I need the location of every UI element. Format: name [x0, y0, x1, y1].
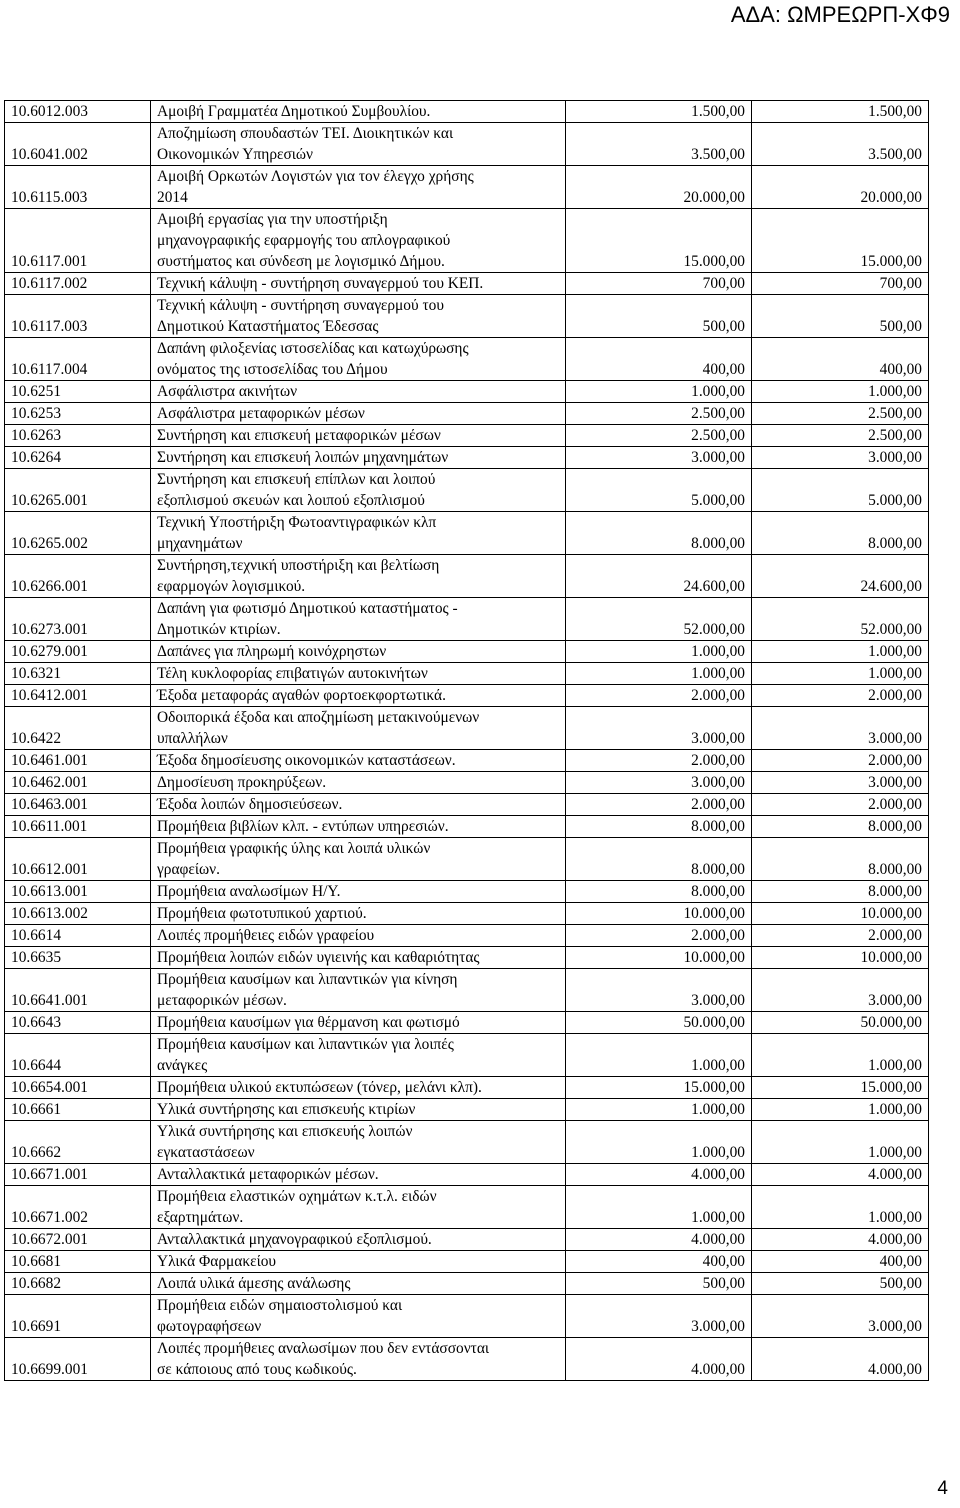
expense-description [151, 1121, 566, 1164]
account-code: 10.6253 [5, 403, 151, 425]
amount-column-1: 400,00 [566, 1251, 752, 1273]
amount-column-1: 3.000,00 [566, 447, 752, 469]
amount-column-2: 3.500,00 [752, 123, 929, 166]
description-line: Ανταλλακτικά μηχανογραφικού εξοπλισμού. [157, 1231, 432, 1248]
table-row [5, 512, 929, 555]
amount-column-1: 1.000,00 [566, 663, 752, 685]
account-code: 10.6266.001 [5, 555, 151, 598]
amount-column-1: 24.600,00 [566, 555, 752, 598]
account-code: 10.6672.001 [5, 1229, 151, 1251]
table-row [5, 598, 929, 641]
expense-description [151, 166, 566, 209]
expense-description [151, 1186, 566, 1229]
amount-column-2: 1.000,00 [752, 641, 929, 663]
description-line: ανάγκες [157, 1057, 208, 1074]
account-code: 10.6264 [5, 447, 151, 469]
amount-column-2: 500,00 [752, 295, 929, 338]
table-row [5, 816, 929, 838]
expense-description [151, 641, 566, 663]
expense-description [151, 969, 566, 1012]
description-line: Συντήρηση και επισκευή μεταφορικών μέσων [157, 427, 441, 444]
expense-description [151, 1099, 566, 1121]
expense-description [151, 338, 566, 381]
amount-column-1: 52.000,00 [566, 598, 752, 641]
amount-column-1: 3.000,00 [566, 707, 752, 750]
account-code: 10.6321 [5, 663, 151, 685]
amount-column-2: 15.000,00 [752, 1077, 929, 1099]
amount-column-1: 500,00 [566, 295, 752, 338]
amount-column-1: 500,00 [566, 1273, 752, 1295]
table-row [5, 425, 929, 447]
table-row [5, 685, 929, 707]
amount-column-2: 4.000,00 [752, 1164, 929, 1186]
description-line: Ασφάλιστρα ακινήτων [157, 383, 298, 400]
table-row [5, 1012, 929, 1034]
table-row [5, 838, 929, 881]
account-code: 10.6611.001 [5, 816, 151, 838]
amount-column-1: 8.000,00 [566, 816, 752, 838]
expense-description [151, 1012, 566, 1034]
table-row [5, 447, 929, 469]
amount-column-2: 4.000,00 [752, 1338, 929, 1381]
amount-column-1: 3.000,00 [566, 1295, 752, 1338]
amount-column-2: 1.500,00 [752, 101, 929, 123]
description-line: εξοπλισμού σκευών και λοιπού εξοπλισμού [157, 492, 425, 509]
expense-description [151, 772, 566, 794]
table-row [5, 123, 929, 166]
account-code: 10.6117.003 [5, 295, 151, 338]
expense-description [151, 794, 566, 816]
table-row [5, 101, 929, 123]
amount-column-1: 15.000,00 [566, 1077, 752, 1099]
account-code: 10.6115.003 [5, 166, 151, 209]
description-line: Δαπάνη φιλοξενίας ιστοσελίδας και κατωχύρωσης [157, 340, 469, 357]
expense-description [151, 1295, 566, 1338]
account-code: 10.6671.002 [5, 1186, 151, 1229]
amount-column-2: 10.000,00 [752, 903, 929, 925]
table-row [5, 903, 929, 925]
amount-column-1: 8.000,00 [566, 512, 752, 555]
description-line: Προμήθεια λοιπών ειδών υγιεινής και καθαριότητας [157, 949, 480, 966]
account-code: 10.6012.003 [5, 101, 151, 123]
account-code: 10.6462.001 [5, 772, 151, 794]
account-code: 10.6251 [5, 381, 151, 403]
description-line: Υλικά συντήρησης και επισκευής λοιπών [157, 1123, 413, 1140]
description-line: Τέλη κυκλοφορίας επιβατιγών αυτοκινήτων [157, 665, 428, 682]
expense-description [151, 512, 566, 555]
amount-column-1: 3.000,00 [566, 772, 752, 794]
description-line: Τεχνική κάλυψη - συντήρηση συναγερμού του ΚΕΠ. [157, 275, 484, 292]
description-line: υπαλλήλων [157, 730, 228, 747]
amount-column-1: 4.000,00 [566, 1338, 752, 1381]
amount-column-2: 2.500,00 [752, 425, 929, 447]
amount-column-2: 1.000,00 [752, 1034, 929, 1077]
expense-description [151, 469, 566, 512]
amount-column-2: 15.000,00 [752, 209, 929, 273]
expense-description [151, 1251, 566, 1273]
description-line: μηχανογραφικής εφαρμογής του απλογραφικού [157, 232, 451, 249]
amount-column-1: 4.000,00 [566, 1229, 752, 1251]
amount-column-2: 400,00 [752, 1251, 929, 1273]
expense-description [151, 295, 566, 338]
description-line: φωτογραφήσεων [157, 1318, 262, 1335]
description-line: Λοιπές προμήθειες αναλωσίμων που δεν εντάσσονται [157, 1340, 490, 1357]
table-row [5, 881, 929, 903]
expense-description [151, 381, 566, 403]
amount-column-1: 10.000,00 [566, 947, 752, 969]
expense-description [151, 425, 566, 447]
table-row [5, 1273, 929, 1295]
expense-description [151, 838, 566, 881]
description-line: ονόματος της ιστοσελίδας του Δήμου [157, 361, 388, 378]
description-line: Υλικά Φαρμακείου [157, 1253, 277, 1270]
account-code: 10.6699.001 [5, 1338, 151, 1381]
description-line: Προμήθεια ελαστικών οχημάτων κ.τ.λ. ειδών [157, 1188, 437, 1205]
amount-column-2: 20.000,00 [752, 166, 929, 209]
ada-code: ΑΔΑ: ΩΜΡΕΩΡΠ-ΧΦ9 [730, 2, 950, 27]
table-row [5, 1121, 929, 1164]
expense-description [151, 1034, 566, 1077]
amount-column-1: 50.000,00 [566, 1012, 752, 1034]
amount-column-1: 20.000,00 [566, 166, 752, 209]
description-line: εξαρτημάτων. [157, 1209, 244, 1226]
amount-column-2: 3.000,00 [752, 1295, 929, 1338]
table-row [5, 166, 929, 209]
account-code: 10.6263 [5, 425, 151, 447]
description-line: Τεχνική Υποστήριξη Φωτοαντιγραφικών κλπ [157, 514, 437, 531]
account-code: 10.6265.002 [5, 512, 151, 555]
expense-description [151, 925, 566, 947]
page-number: 4 [937, 1478, 948, 1499]
description-line: Συντήρηση και επισκευή λοιπών μηχανημάτων [157, 449, 449, 466]
expense-description [151, 1229, 566, 1251]
amount-column-1: 1.000,00 [566, 641, 752, 663]
table-row [5, 403, 929, 425]
account-code: 10.6117.001 [5, 209, 151, 273]
account-code: 10.6463.001 [5, 794, 151, 816]
table-row [5, 794, 929, 816]
amount-column-2: 3.000,00 [752, 447, 929, 469]
description-line: Προμήθεια υλικού εκτυπώσεων (τόνερ, μελάνι κλπ). [157, 1079, 482, 1096]
account-code: 10.6279.001 [5, 641, 151, 663]
description-line: Αποζημίωση σπουδαστών ΤΕΙ. Διοικητικών και [157, 125, 454, 142]
description-line: εγκαταστάσεων [157, 1144, 255, 1161]
expense-description [151, 123, 566, 166]
expense-description [151, 881, 566, 903]
description-line: Αμοιβή Γραμματέα Δημοτικού Συμβουλίου. [157, 103, 431, 120]
expense-description [151, 1077, 566, 1099]
account-code: 10.6614 [5, 925, 151, 947]
amount-column-1: 2.500,00 [566, 403, 752, 425]
expense-description [151, 1338, 566, 1381]
account-code: 10.6635 [5, 947, 151, 969]
amount-column-2: 10.000,00 [752, 947, 929, 969]
amount-column-1: 400,00 [566, 338, 752, 381]
expense-description [151, 663, 566, 685]
table-row [5, 295, 929, 338]
description-line: Δημοτικών κτιρίων. [157, 621, 281, 638]
description-line: γραφείων. [157, 861, 220, 878]
amount-column-1: 10.000,00 [566, 903, 752, 925]
amount-column-2: 8.000,00 [752, 881, 929, 903]
table-row [5, 1251, 929, 1273]
amount-column-1: 8.000,00 [566, 881, 752, 903]
description-line: Λοιπά υλικά άμεσης ανάλωσης [157, 1275, 351, 1292]
amount-column-2: 2.000,00 [752, 750, 929, 772]
description-line: σε κάποιους από τους κωδικούς. [157, 1361, 357, 1378]
expense-description [151, 273, 566, 295]
expense-description [151, 1273, 566, 1295]
amount-column-2: 3.000,00 [752, 772, 929, 794]
amount-column-2: 8.000,00 [752, 512, 929, 555]
expense-description [151, 555, 566, 598]
table-row [5, 750, 929, 772]
amount-column-1: 1.000,00 [566, 1121, 752, 1164]
description-line: Δαπάνη για φωτισμό Δημοτικού καταστήματος - [157, 600, 458, 617]
account-code: 10.6265.001 [5, 469, 151, 512]
account-code: 10.6682 [5, 1273, 151, 1295]
description-line: μηχανημάτων [157, 535, 243, 552]
description-line: 2014 [157, 189, 188, 206]
account-code: 10.6643 [5, 1012, 151, 1034]
description-line: Συντήρηση και επισκευή επίπλων και λοιπού [157, 471, 436, 488]
description-line: Προμήθεια βιβλίων κλπ. - εντύπων υπηρεσιών. [157, 818, 449, 835]
description-line: Έξοδα μεταφοράς αγαθών φορτοεκφορτωτικά. [157, 687, 446, 704]
expense-description [151, 903, 566, 925]
account-code: 10.6117.004 [5, 338, 151, 381]
amount-column-1: 3.500,00 [566, 123, 752, 166]
table-row [5, 1077, 929, 1099]
description-line: Προμήθεια αναλωσίμων Η/Υ. [157, 883, 341, 900]
account-code: 10.6681 [5, 1251, 151, 1273]
amount-column-1: 4.000,00 [566, 1164, 752, 1186]
account-code: 10.6691 [5, 1295, 151, 1338]
expense-description [151, 598, 566, 641]
description-line: μεταφορικών μέσων. [157, 992, 287, 1009]
description-line: Ασφάλιστρα μεταφορικών μέσων [157, 405, 365, 422]
account-code: 10.6612.001 [5, 838, 151, 881]
amount-column-2: 2.000,00 [752, 794, 929, 816]
account-code: 10.6644 [5, 1034, 151, 1077]
amount-column-1: 700,00 [566, 273, 752, 295]
amount-column-1: 1.000,00 [566, 381, 752, 403]
description-line: Συντήρηση,τεχνική υποστήριξη και βελτίωση [157, 557, 440, 574]
amount-column-1: 1.000,00 [566, 1034, 752, 1077]
account-code: 10.6662 [5, 1121, 151, 1164]
amount-column-2: 52.000,00 [752, 598, 929, 641]
description-line: εφαρμογών λογισμικού. [157, 578, 306, 595]
amount-column-1: 1.500,00 [566, 101, 752, 123]
table-row [5, 707, 929, 750]
amount-column-2: 2.000,00 [752, 685, 929, 707]
table-row [5, 469, 929, 512]
amount-column-2: 1.000,00 [752, 1099, 929, 1121]
account-code: 10.6661 [5, 1099, 151, 1121]
description-line: Ανταλλακτικά μεταφορικών μέσων. [157, 1166, 379, 1183]
account-code: 10.6041.002 [5, 123, 151, 166]
account-code: 10.6273.001 [5, 598, 151, 641]
amount-column-1: 2.000,00 [566, 925, 752, 947]
expense-description [151, 707, 566, 750]
table-row [5, 338, 929, 381]
table-row [5, 555, 929, 598]
description-line: Προμήθεια ειδών σημαιοστολισμού και [157, 1297, 403, 1314]
account-code: 10.6613.001 [5, 881, 151, 903]
amount-column-2: 8.000,00 [752, 838, 929, 881]
description-line: Οδοιπορικά έξοδα και αποζημίωση μετακινούμενων [157, 709, 480, 726]
table-row [5, 663, 929, 685]
amount-column-1: 2.000,00 [566, 794, 752, 816]
table-row [5, 1229, 929, 1251]
description-line: Προμήθεια γραφικής ύλης και λοιπά υλικών [157, 840, 431, 857]
account-code: 10.6422 [5, 707, 151, 750]
description-line: Αμοιβή Ορκωτών Λογιστών για τον έλεγχο χρήσης [157, 168, 474, 185]
amount-column-1: 3.000,00 [566, 969, 752, 1012]
account-code: 10.6461.001 [5, 750, 151, 772]
expense-description [151, 750, 566, 772]
description-line: Προμήθεια καυσίμων για θέρμανση και φωτισμό [157, 1014, 460, 1031]
table-row [5, 381, 929, 403]
table-row [5, 925, 929, 947]
amount-column-2: 1.000,00 [752, 663, 929, 685]
table-row [5, 273, 929, 295]
amount-column-1: 2.000,00 [566, 685, 752, 707]
expense-description [151, 209, 566, 273]
account-code: 10.6641.001 [5, 969, 151, 1012]
amount-column-2: 1.000,00 [752, 381, 929, 403]
account-code: 10.6613.002 [5, 903, 151, 925]
budget-table [4, 100, 929, 1381]
table-row [5, 1034, 929, 1077]
description-line: Προμήθεια καυσίμων και λιπαντικών για κίνηση [157, 971, 458, 988]
amount-column-1: 5.000,00 [566, 469, 752, 512]
amount-column-2: 3.000,00 [752, 707, 929, 750]
amount-column-2: 24.600,00 [752, 555, 929, 598]
description-line: Λοιπές προμήθειες ειδών γραφείου [157, 927, 375, 944]
description-line: Δημοτικού Καταστήματος Έδεσσας [157, 318, 379, 335]
table-row [5, 772, 929, 794]
account-code: 10.6671.001 [5, 1164, 151, 1186]
expense-description [151, 685, 566, 707]
description-line: Τεχνική κάλυψη - συντήρηση συναγερμού του [157, 297, 444, 314]
table-row [5, 641, 929, 663]
amount-column-2: 2.500,00 [752, 403, 929, 425]
amount-column-2: 3.000,00 [752, 969, 929, 1012]
description-line: Έξοδα λοιπών δημοσιεύσεων. [157, 796, 343, 813]
amount-column-2: 4.000,00 [752, 1229, 929, 1251]
table-row [5, 1164, 929, 1186]
expense-description [151, 403, 566, 425]
table-row [5, 947, 929, 969]
amount-column-2: 8.000,00 [752, 816, 929, 838]
amount-column-1: 15.000,00 [566, 209, 752, 273]
table-row [5, 1099, 929, 1121]
expense-description [151, 816, 566, 838]
amount-column-2: 1.000,00 [752, 1186, 929, 1229]
amount-column-2: 2.000,00 [752, 925, 929, 947]
amount-column-2: 700,00 [752, 273, 929, 295]
amount-column-2: 500,00 [752, 1273, 929, 1295]
budget-table-body [5, 101, 929, 1381]
amount-column-2: 1.000,00 [752, 1121, 929, 1164]
description-line: συστήματος και σύνδεση με λογισμικό Δήμου. [157, 253, 445, 270]
amount-column-2: 50.000,00 [752, 1012, 929, 1034]
amount-column-1: 2.000,00 [566, 750, 752, 772]
amount-column-1: 8.000,00 [566, 838, 752, 881]
table-row [5, 1338, 929, 1381]
description-line: Αμοιβή εργασίας για την υποστήριξη [157, 211, 388, 228]
description-line: Έξοδα δημοσίευσης οικονομικών καταστάσεων. [157, 752, 456, 769]
description-line: Προμήθεια καυσίμων και λιπαντικών για λοιπές [157, 1036, 454, 1053]
amount-column-1: 1.000,00 [566, 1186, 752, 1229]
amount-column-1: 2.500,00 [566, 425, 752, 447]
account-code: 10.6654.001 [5, 1077, 151, 1099]
amount-column-2: 400,00 [752, 338, 929, 381]
table-row [5, 1295, 929, 1338]
description-line: Υλικά συντήρησης και επισκευής κτιρίων [157, 1101, 416, 1118]
account-code: 10.6412.001 [5, 685, 151, 707]
amount-column-1: 1.000,00 [566, 1099, 752, 1121]
description-line: Δημοσίευση προκηρύξεων. [157, 774, 327, 791]
expense-description [151, 947, 566, 969]
description-line: Προμήθεια φωτοτυπικού χαρτιού. [157, 905, 367, 922]
table-row [5, 969, 929, 1012]
amount-column-2: 5.000,00 [752, 469, 929, 512]
account-code: 10.6117.002 [5, 273, 151, 295]
table-row [5, 1186, 929, 1229]
description-line: Οικονομικών Υπηρεσιών [157, 146, 314, 163]
expense-description [151, 101, 566, 123]
description-line: Δαπάνες για πληρωμή κοινόχρηστων [157, 643, 387, 660]
expense-description [151, 447, 566, 469]
expense-description [151, 1164, 566, 1186]
table-row [5, 209, 929, 273]
